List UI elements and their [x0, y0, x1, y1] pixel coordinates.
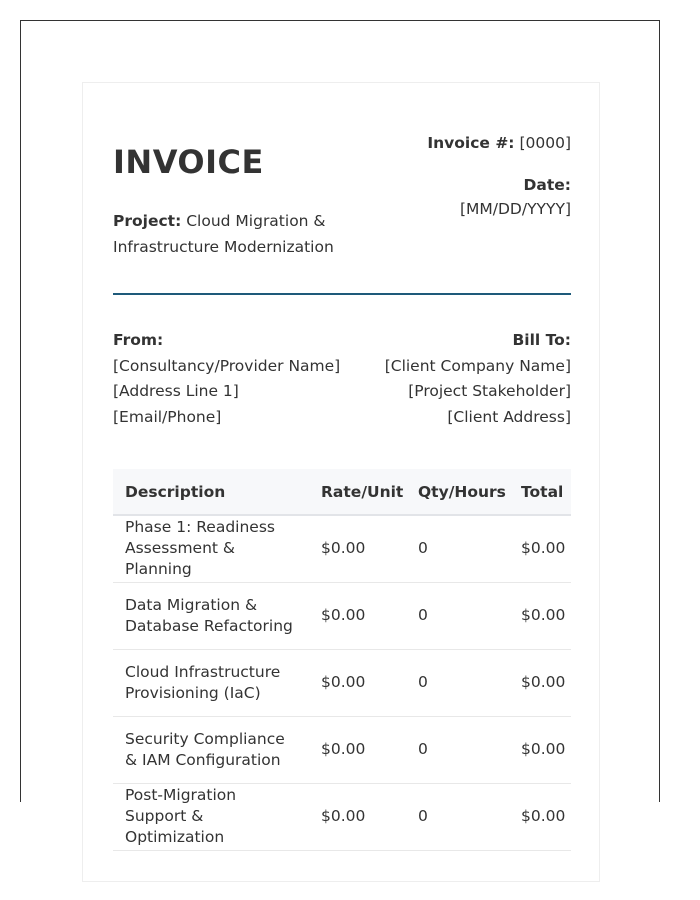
invoice-number-label: Invoice #:	[427, 134, 515, 152]
row-description	[113, 716, 309, 783]
row-total: $0.00	[509, 515, 571, 582]
row-rate: $0.00	[309, 582, 406, 649]
header-divider	[113, 293, 571, 295]
from-block	[113, 328, 340, 430]
bill-to-label: Bill To:	[512, 331, 571, 349]
from-line-contact: [Email/Phone]	[113, 407, 222, 426]
header-description: Description	[113, 469, 309, 515]
table-header-row	[113, 469, 571, 515]
row-qty: 0	[406, 783, 509, 850]
row-rate: $0.00	[309, 716, 406, 783]
project-line	[113, 208, 428, 260]
header-qty: Qty/Hours	[406, 469, 509, 515]
row-total: $0.00	[509, 783, 571, 850]
invoice-header	[113, 83, 571, 295]
from-label: From:	[113, 331, 164, 349]
invoice-title: INVOICE	[113, 143, 264, 181]
row-qty: 0	[406, 582, 509, 649]
header-total: Total	[509, 469, 571, 515]
row-total: $0.00	[509, 582, 571, 649]
invoice-number-value: [0000]	[519, 134, 571, 152]
invoice-number-line	[427, 131, 571, 155]
table-body	[113, 515, 571, 850]
table-row	[113, 649, 571, 716]
bill-to-block	[385, 328, 571, 430]
line-items-table	[113, 469, 571, 851]
invoice-date-label: Date:	[523, 176, 571, 194]
header-rate: Rate/Unit	[309, 469, 406, 515]
row-qty: 0	[406, 515, 509, 582]
table-row	[113, 716, 571, 783]
row-qty: 0	[406, 649, 509, 716]
table-row	[113, 582, 571, 649]
invoice-meta	[427, 131, 571, 221]
bill-to-line-address: [Client Address]	[447, 407, 571, 426]
row-qty: 0	[406, 716, 509, 783]
invoice-page	[82, 82, 600, 882]
row-rate: $0.00	[309, 515, 406, 582]
row-description	[113, 515, 309, 582]
from-line-address: [Address Line 1]	[113, 382, 239, 400]
invoice-content	[113, 83, 571, 846]
row-description-text: Cloud Infrastructure Provisioning (IaC)	[125, 662, 281, 702]
table-row	[113, 515, 571, 582]
row-description-text: Data Migration & Database Refactoring	[125, 595, 293, 635]
bill-to-line-company: [Client Company Name]	[384, 356, 571, 375]
from-line-name: [Consultancy/Provider Name]	[113, 356, 341, 375]
row-description-text: Security Compliance & IAM Configuration	[125, 729, 285, 769]
row-rate: $0.00	[309, 783, 406, 850]
invoice-date-value: [MM/DD/YYYY]	[459, 200, 571, 218]
row-description-text: Post-Migration Support & Optimization	[125, 786, 237, 846]
project-label: Project:	[113, 212, 182, 230]
document-viewport[interactable]	[20, 20, 660, 846]
row-total: $0.00	[509, 716, 571, 783]
invoice-date-block	[427, 173, 571, 221]
row-total: $0.00	[509, 649, 571, 716]
table-header	[113, 469, 571, 515]
row-description	[113, 649, 309, 716]
project-name: Cloud Migration & Infrastructure Modernization	[113, 212, 334, 256]
row-rate: $0.00	[309, 649, 406, 716]
row-description-text: Phase 1: Readiness Assessment & Planning	[125, 518, 275, 579]
row-description	[113, 783, 309, 850]
row-description	[113, 582, 309, 649]
bill-to-line-stakeholder: [Project Stakeholder]	[408, 382, 571, 400]
table-row	[113, 783, 571, 850]
